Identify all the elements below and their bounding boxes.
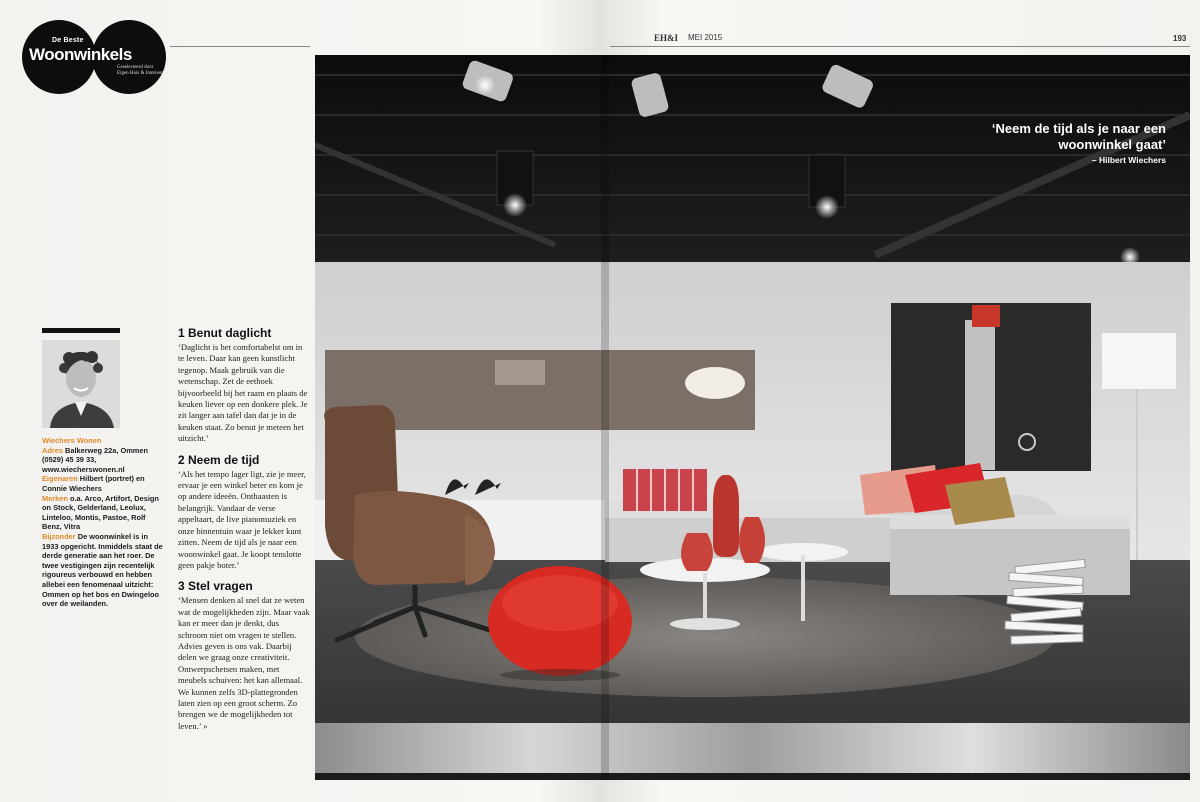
section-3-title: 3 Stel vragen [178, 579, 253, 594]
article-column [178, 326, 310, 740]
section-1-title: 1 Benut daglicht [178, 326, 272, 340]
section-2-title: 2 Neem de tijd [178, 452, 260, 467]
pull-quote-text: ‘Neem de tijd als je naar een woonwinkel gaat’ [991, 121, 1166, 152]
de-beste-woonwinkels-logo [22, 20, 168, 96]
special-value: De woonwinkel is in 1933 opgericht. Inmiddels staat de derde generatie aan het roer. De twee vestigingen zijn recentelijk rigoureus verbouwd en hebben allebei een fenomenaal uitzicht: Ommen op het bos en Dwingeloo over de weilanden. [42, 531, 163, 609]
logo-name: Woonwinkels [29, 45, 132, 64]
owner-portrait [42, 340, 120, 428]
owners-value: Hilbert (portret) en Connie Wiechers [42, 474, 145, 493]
store-name: Wiechers Wonen [42, 436, 102, 445]
owners-label: Eigenaren [42, 474, 78, 484]
section-1-body: ‘Daglicht is het comfortabelst om in te leven. Daar kan geen kunstlicht tegenop. Maak gebruik van die wetenschap. Zet de eethoek bijvoorbeeld bij het raam en plaats de keuken liever op een donkere plek. Je zit langer aan tafel dan dat je in de keuken staat. Zo benut je meteen het uitzicht.’ [178, 342, 308, 444]
portrait-bar [42, 328, 120, 333]
header-rule-right [610, 46, 1190, 47]
special-label: Bijzonder [42, 531, 76, 541]
section-3-body: ‘Mensen denken al snel dat ze weten wat de mogelijkheden zijn. Maar vaak kan er meer dan je denkt, dus schroom niet om vragen te stellen. Advies geven is ons vak. Daarbij delen we graag onze creativiteit. Ontwerpschetsen maken, met meubels schuiven: het kan allemaal. We kunnen zelfs 3D-plattegronden laten zien op een groot scherm. Zo brengen we de mogelijkheden tot leven.’ » [178, 595, 310, 731]
store-info [42, 436, 164, 609]
issue-date: MEI 2015 [688, 33, 723, 42]
pull-quote-author: – Hilbert Wiechers [1091, 155, 1166, 165]
magazine-name: EH&I [654, 33, 679, 43]
address-label: Adres [42, 445, 63, 455]
brands-value: o.a. Arco, Artifort, Design on Stock, Gelderland, Leolux, Linteloo, Montis, Pastoe, Rolf Benz, Vitra [42, 493, 159, 532]
brands-label: Merken [42, 493, 68, 503]
logo-kicker: De Beste [52, 37, 84, 44]
page-number: 193 [1173, 34, 1187, 43]
address-value: Balkerweg 22a, Ommen (0529) 45 39 33, www.wiecherswonen.nl [42, 445, 148, 474]
logo-subtitle: Geselecteerd door Eigen Huis & Interieur [117, 65, 163, 76]
showroom-photo [315, 55, 1190, 780]
section-2-body: ‘Als het tempo lager ligt, zie je meer, ervaar je een winkel beter en kom je op andere ideeën. Onthaasten is belangrijk. Vandaar de verse appeltaart, de live pianomuziek en onze binnentuin waar je lekker kunt zitten. Neem de tijd als je naar een woonwinkel gaat. Je koopt tenslotte geen pakje boter.’ [178, 468, 306, 570]
pull-quote [936, 121, 1166, 165]
header-rule-left [170, 46, 310, 47]
